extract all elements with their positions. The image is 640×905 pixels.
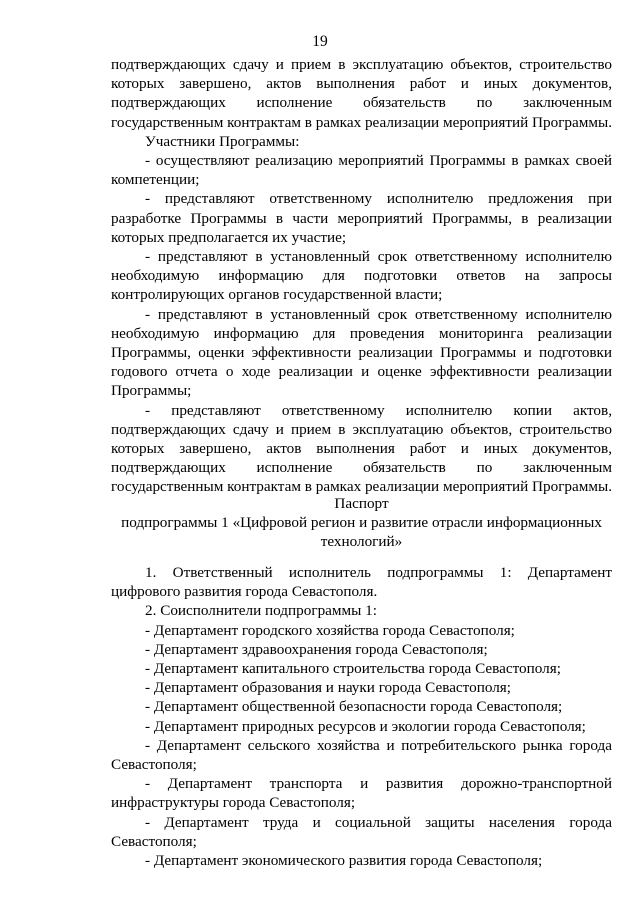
paragraph-co-executors-heading: 2. Соисполнители подпрограммы 1: — [145, 602, 377, 620]
list-item: - Департамент сельского хозяйства и потребительского рынка города Севастополя; — [111, 736, 612, 774]
passport-subtitle: подпрограммы 1 «Цифровой регион и развитие отрасли информационных технологий» — [121, 514, 602, 551]
paragraph-responsible-executor: 1. Ответственный исполнитель подпрограммы 1: Департамент цифрового развития города Севастополя. — [111, 564, 612, 601]
passport-heading — [111, 494, 612, 552]
list-item: - Департамент природных ресурсов и экологии города Севастополя; — [145, 717, 586, 735]
list-item: - представляют ответственному исполнителю копии актов, подтверждающих сдачу и прием в эксплуатацию объектов, строительство которых завершено, актов выполнения работ и иных документов, подтверждающих исполнение обязательств по заключенным государственным контрактам в рамках реализации мероприятий Программы. — [111, 401, 612, 496]
passport-title: Паспорт — [334, 495, 389, 512]
paragraph-participants-heading: Участники Программы: — [145, 132, 300, 150]
paragraph-continuation: подтверждающих сдачу и прием в эксплуатацию объектов, строительство которых завершено, актов выполнения работ и иных документов, подтверждающих исполнение обязательств по заключенным государственным контрактам в рамках реализации мероприятий Программы. — [111, 56, 612, 131]
list-item: - Департамент здравоохранения города Севастополя; — [145, 640, 488, 658]
page-number: 19 — [312, 33, 328, 50]
list-item: - представляют в установленный срок ответственному исполнителю необходимую информацию для подготовки ответов на запросы контролирующих органов государственной власти; — [111, 248, 612, 304]
list-item: - Департамент экономического развития города Севастополя; — [145, 852, 543, 870]
list-item: - осуществляют реализацию мероприятий Программы в рамках своей компетенции; — [111, 152, 612, 189]
list-item: - представляют в установленный срок ответственному исполнителю необходимую информацию для проведения мониторинга реализации Программы, оценки эффективности реализации Программы и подготовки годового отчета о ходе реализации и оценке эффективности реализации Программы; — [111, 305, 612, 400]
list-item: - Департамент образования и науки города Севастополя; — [145, 679, 512, 697]
list-item: - Департамент городского хозяйства города Севастополя; — [145, 621, 515, 639]
program-participants-section — [111, 55, 612, 497]
list-item: - Департамент общественной безопасности города Севастополя; — [145, 698, 563, 716]
list-item: - представляют ответственному исполнителю предложения при разработке Программы в части мероприятий Программы, в реализации которых предполагается их участие; — [111, 190, 612, 246]
list-item: - Департамент транспорта и развития дорожно-транспортной инфраструктуры города Севастополя; — [111, 775, 612, 812]
list-item: - Департамент труда и социальной защиты населения города Севастополя; — [111, 813, 612, 850]
subprogram-executors-section — [111, 563, 612, 870]
list-item: - Департамент капитального строительства города Севастополя; — [145, 660, 561, 678]
